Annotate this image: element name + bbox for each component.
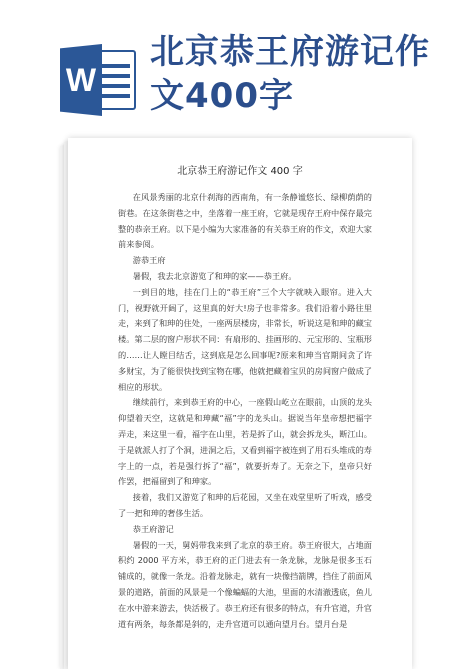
paragraph: 暑假，我去北京游览了和珅的家——恭王府。 — [132, 270, 297, 281]
page-title-line2: 文400字 — [150, 76, 294, 116]
word-icon-letter: W — [65, 62, 97, 98]
paragraph: 接着，我们又游览了和珅的后花园，又坐在戏堂里听了听戏，感受了一把和珅的奢侈生活。 — [118, 492, 372, 518]
document-preview[interactable] — [68, 138, 412, 669]
page-title-line1: 北京恭王府游记作 — [150, 32, 430, 72]
section-heading: 恭王府游记 — [132, 523, 174, 534]
document-title: 北京恭王府游记作文 400 字 — [177, 166, 303, 177]
page-title — [150, 30, 450, 118]
paragraph: 继续前行，来到恭王府的中心，一座假山屹立在眼前，山顶的龙头仰望着天空，这就是和珅藏“福”字的龙头山。据说当年皇帝想把福字弄走，来这里一看，福字在山里，若是拆了山，就会拆龙头，断江山。于是就派人打了个洞，进洞之后，又看到福字被连到了用石头堆成的寿字上的一点，若是强行拆了“福”，就要折寿了。无奈之下，皇帝只好作罢，把福留到了和珅家。 — [118, 397, 372, 487]
word-document-icon — [60, 44, 136, 116]
paragraph: 一到目的地，挂在门上的“恭王府”三个大字就映入眼帘。进入大门，视野就开阔了，这里真的好大!房子也非常多。我们沿着小路往里走，来到了和珅的住处，一座两层楼房，非常长，听说这是和珅的藏宝楼。第二层的窗户形状不同：有扇形的、挂画形的、元宝形的、宝瓶形的……让人瞠目结舌，这到底是怎么回事呢?原来和珅当官期间贪了许多财宝，为了能很快找到宝物在哪，他就把藏着宝贝的房间窗户做成了相应的形状。 — [118, 286, 372, 392]
paragraph: 在风景秀丽的北京什刹海的西南角，有一条静谧悠长、绿柳荫荫的街巷。在这条街巷之中，坐落着一座王府，它就是现存王府中保存最完整的恭亲王府。以下是小编为大家准备的有关恭王府的作文，欢迎大家前来参阅。 — [118, 192, 372, 250]
document-body — [118, 190, 372, 632]
section-heading: 游恭王府 — [132, 255, 166, 266]
paragraph: 暑假的一天，舅妈带我来到了北京的恭王府。恭王府很大，占地面积约 2000 平方米，恭王府的正门进去有一条龙脉，龙脉是很多玉石铺成的，就像一条龙。沿着龙脉走，就有一块像挡箭牌，挡住了前面风景的道路，前面的风景是一个像蝙蝠的大池，里面的水清澈透底，鱼儿在水中游来游去，快活极了。恭王府还有很多的特点，有升官道，升官道有两条，每条都是斜的，走升官道可以通向望月台。望月台是 — [118, 539, 372, 629]
